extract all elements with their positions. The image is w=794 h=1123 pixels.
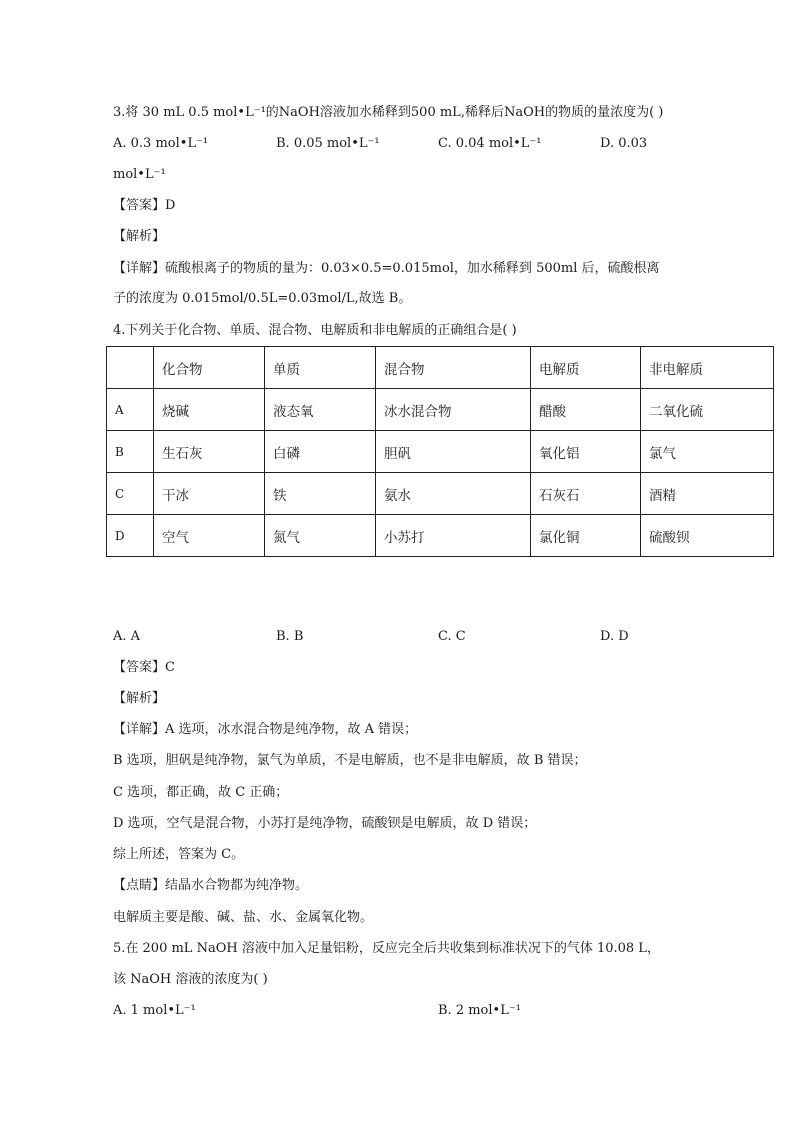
q4-detail-line: B 选项，胆矾是纯净物，氯气为单质，不是电解质，也不是非电解质，故 B 错误；	[113, 753, 587, 768]
table-cell: 氮气	[265, 515, 376, 557]
q3-option-c: C. 0.04 mol•L⁻¹	[438, 136, 542, 151]
table-cell: 冰水混合物	[376, 389, 531, 431]
q3-stem: 3.将 30 mL 0.5 mol•L⁻¹的NaOH溶液加水稀释到500 mL,稀释后NaOH的物质的量浓度为( )	[113, 105, 664, 120]
table-header-cell: 混合物	[376, 347, 531, 389]
table-cell: 小苏打	[376, 515, 531, 557]
table-cell: 空气	[154, 515, 265, 557]
table-header-cell: 单质	[265, 347, 376, 389]
classification-table	[106, 346, 774, 557]
q4-comment-line-2: 电解质主要是酸、碱、盐、水、金属氧化物。	[113, 910, 374, 925]
table-row-label: C	[107, 473, 154, 515]
q4-option-a: A. A	[113, 629, 141, 644]
table-header-cell: 非电解质	[641, 347, 774, 389]
q4-option-d: D. D	[600, 629, 629, 644]
q3-analysis-heading: 【解析】	[113, 229, 166, 244]
table-header-cell: 化合物	[154, 347, 265, 389]
table-cell: 白磷	[265, 431, 376, 473]
table-cell: 氯化铜	[531, 515, 641, 557]
q4-option-b: B. B	[276, 629, 304, 644]
table-row	[107, 515, 774, 557]
q4-option-c: C. C	[438, 629, 466, 644]
q3-option-b: B. 0.05 mol•L⁻¹	[276, 136, 380, 151]
q4-answer: 【答案】C	[113, 660, 175, 675]
table-cell: 醋酸	[531, 389, 641, 431]
table-cell: 烧碱	[154, 389, 265, 431]
table-row	[107, 431, 774, 473]
q3-detail-line-1: 【详解】硫酸根离子的物质的量为：0.03×0.5=0.015mol，加水稀释到 500ml 后，硫酸根离	[113, 261, 660, 276]
q4-stem: 4.下列关于化合物、单质、混合物、电解质和非电解质的正确组合是( )	[113, 323, 517, 338]
q5-option-b: B. 2 mol•L⁻¹	[438, 1003, 521, 1018]
table-cell: 氧化铝	[531, 431, 641, 473]
table-header-cell	[107, 347, 154, 389]
q3-option-d: D. 0.03	[600, 136, 648, 151]
q4-detail-line: 综上所述，答案为 C。	[113, 847, 245, 862]
q3-option-d-cont: mol•L⁻¹	[113, 167, 166, 182]
q3-detail-line-2: 子的浓度为 0.015mol/0.5L=0.03mol/L,故选 B。	[113, 291, 412, 306]
table-row-label: D	[107, 515, 154, 557]
table-cell: 石灰石	[531, 473, 641, 515]
table-header-row	[107, 347, 774, 389]
table-row	[107, 389, 774, 431]
table-row	[107, 473, 774, 515]
table-cell: 硫酸钡	[641, 515, 774, 557]
q5-stem-line-1: 5.在 200 mL NaOH 溶液中加入足量铝粉，反应完全后共收集到标准状况下的气体 10.08 L，	[113, 941, 660, 956]
table-row-label: B	[107, 431, 154, 473]
q4-detail-line: 【详解】A 选项，冰水混合物是纯净物，故 A 错误；	[113, 722, 418, 737]
table-cell: 胆矾	[376, 431, 531, 473]
q5-option-a: A. 1 mol•L⁻¹	[113, 1003, 196, 1018]
table-cell: 二氧化硫	[641, 389, 774, 431]
table-cell: 生石灰	[154, 431, 265, 473]
table-cell: 干冰	[154, 473, 265, 515]
table-cell: 氯气	[641, 431, 774, 473]
table-header-cell: 电解质	[531, 347, 641, 389]
q3-answer: 【答案】D	[113, 198, 176, 213]
q4-analysis-heading: 【解析】	[113, 691, 166, 706]
q4-detail-line: C 选项，都正确，故 C 正确；	[113, 785, 289, 800]
table-row-label: A	[107, 389, 154, 431]
q4-comment: 【点睛】结晶水合物都为纯净物。	[113, 878, 309, 893]
table-cell: 铁	[265, 473, 376, 515]
q4-detail-line: D 选项，空气是混合物，小苏打是纯净物，硫酸钡是电解质，故 D 错误；	[113, 816, 537, 831]
table-cell: 液态氧	[265, 389, 376, 431]
q3-option-a: A. 0.3 mol•L⁻¹	[113, 136, 209, 151]
table-cell: 酒精	[641, 473, 774, 515]
table-cell: 氨水	[376, 473, 531, 515]
q5-stem-line-2: 该 NaOH 溶液的浓度为( )	[113, 972, 268, 987]
